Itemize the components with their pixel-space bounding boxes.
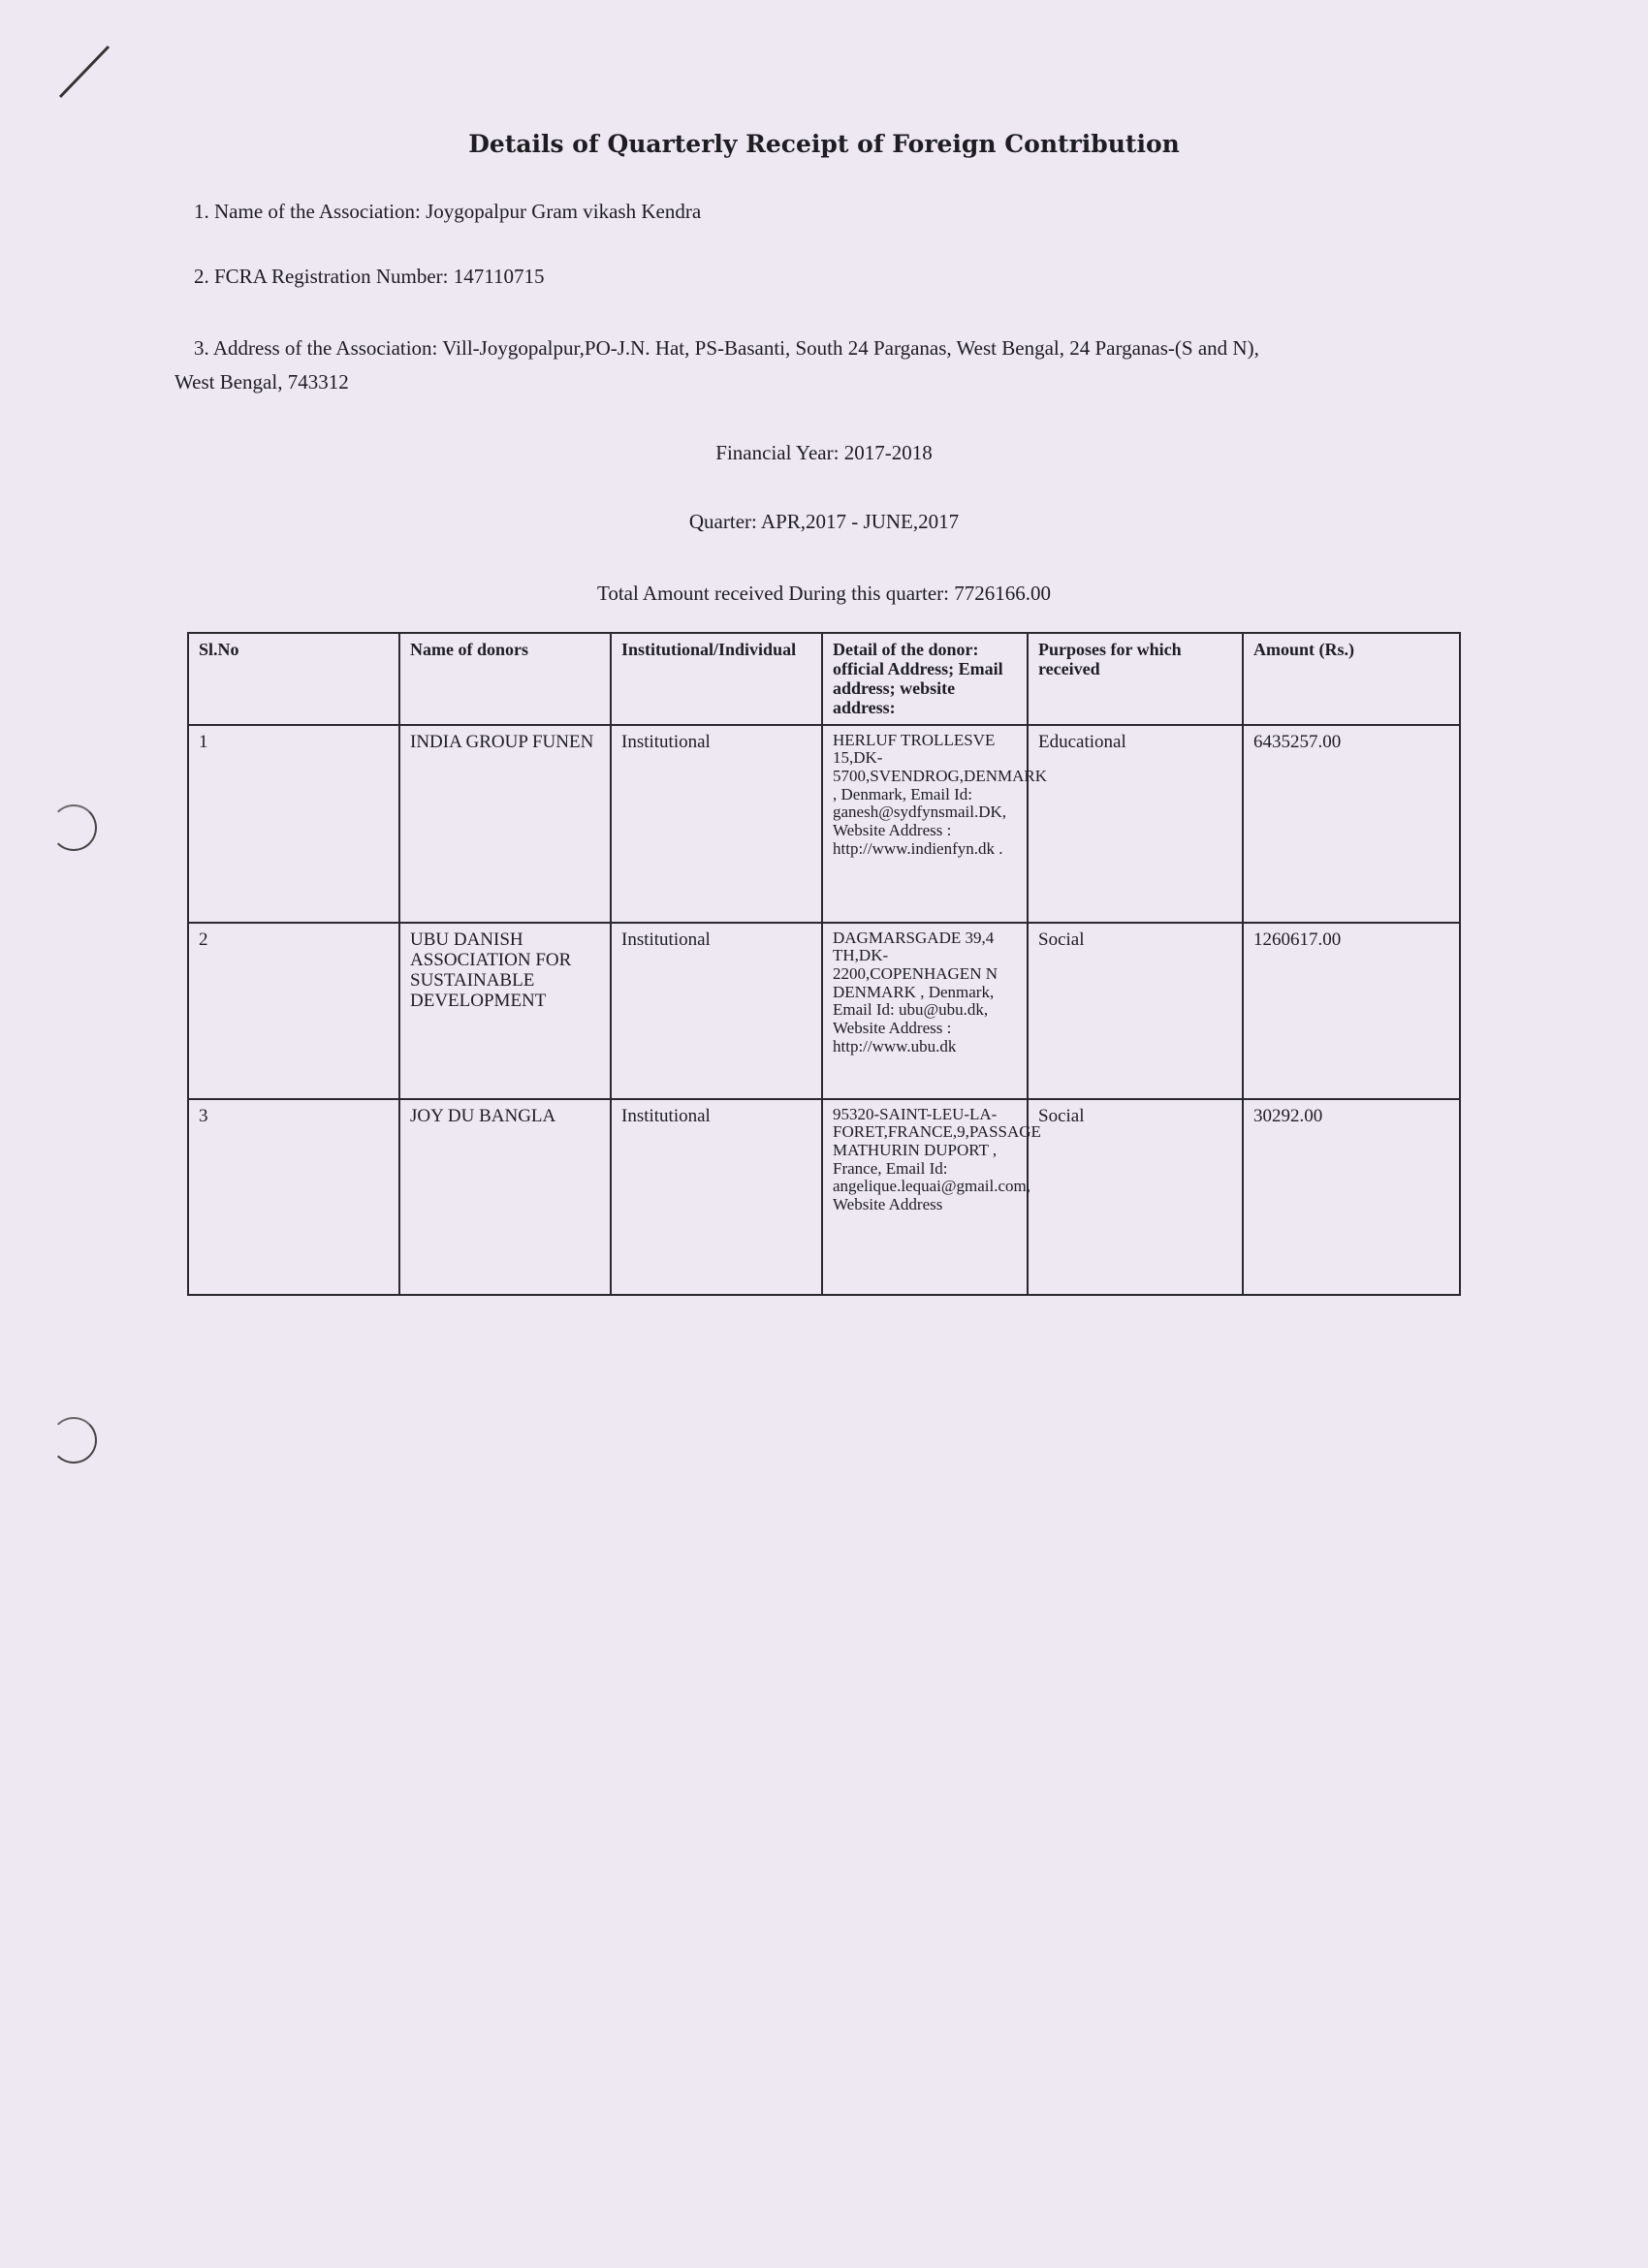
cell-slno: 1 (188, 725, 399, 923)
cell-amount: 1260617.00 (1243, 923, 1460, 1099)
header-amount: Amount (Rs.) (1243, 633, 1460, 725)
table-row (188, 923, 1460, 1099)
cell-type: Institutional (611, 1099, 822, 1295)
header-purpose: Purposes for which received (1028, 633, 1243, 725)
association-name: 1. Name of the Association: Joygopalpur Gram vikash Kendra (194, 200, 702, 223)
cell-purpose: Educational (1028, 725, 1243, 923)
cell-type: Institutional (611, 725, 822, 923)
cell-donor-name: UBU DANISH ASSOCIATION FOR SUSTAINABLE DEVELOPMENT (399, 923, 611, 1099)
cell-donor-detail: 95320-SAINT-LEU-LA-FORET,FRANCE,9,PASSAGE MATHURIN DUPORT , France, Email Id: angelique.lequai@gmail.com, Website Address (822, 1099, 1028, 1295)
table-header-row (188, 633, 1460, 725)
donor-table (187, 632, 1461, 1296)
association-address: 3. Address of the Association: Vill-Joygopalpur,PO-J.N. Hat, PS-Basanti, South 24 Parganas, West Bengal, 24 Parganas-(S and N), (194, 336, 1259, 360)
cell-donor-name: INDIA GROUP FUNEN (399, 725, 611, 923)
cell-amount: 6435257.00 (1243, 725, 1460, 923)
cell-donor-detail: HERLUF TROLLESVE 15,DK-5700,SVENDROG,DENMARK , Denmark, Email Id: ganesh@sydfynsmail.DK, Website Address : http://www.indienfyn.dk . (822, 725, 1028, 923)
total-amount: Total Amount received During this quarter: 7726166.00 (596, 582, 1052, 605)
cell-slno: 3 (188, 1099, 399, 1295)
cell-slno: 2 (188, 923, 399, 1099)
punch-hole-icon (50, 804, 97, 851)
cell-purpose: Social (1028, 923, 1243, 1099)
cell-donor-name: JOY DU BANGLA (399, 1099, 611, 1295)
financial-year: Financial Year: 2017-2018 (715, 441, 933, 464)
quarter: Quarter: APR,2017 - JUNE,2017 (688, 510, 960, 533)
cell-type: Institutional (611, 923, 822, 1099)
table-row (188, 1099, 1460, 1295)
cell-purpose: Social (1028, 1099, 1243, 1295)
page-title: Details of Quarterly Receipt of Foreign Contribution (468, 130, 1180, 158)
cell-donor-detail: DAGMARSGADE 39,4 TH,DK-2200,COPENHAGEN N DENMARK , Denmark, Email Id: ubu@ubu.dk, Website Address : http://www.ubu.dk (822, 923, 1028, 1099)
header-name: Name of donors (399, 633, 611, 725)
fcra-registration: 2. FCRA Registration Number: 147110715 (194, 265, 545, 288)
association-address-cont: West Bengal, 743312 (174, 370, 349, 394)
pen-mark-icon (48, 39, 116, 107)
header-slno: Sl.No (188, 633, 399, 725)
punch-hole-icon (50, 1417, 97, 1464)
table-row (188, 725, 1460, 923)
header-detail: Detail of the donor: official Address; Email address; website address: (822, 633, 1028, 725)
cell-amount: 30292.00 (1243, 1099, 1460, 1295)
header-type: Institutional/Individual (611, 633, 822, 725)
